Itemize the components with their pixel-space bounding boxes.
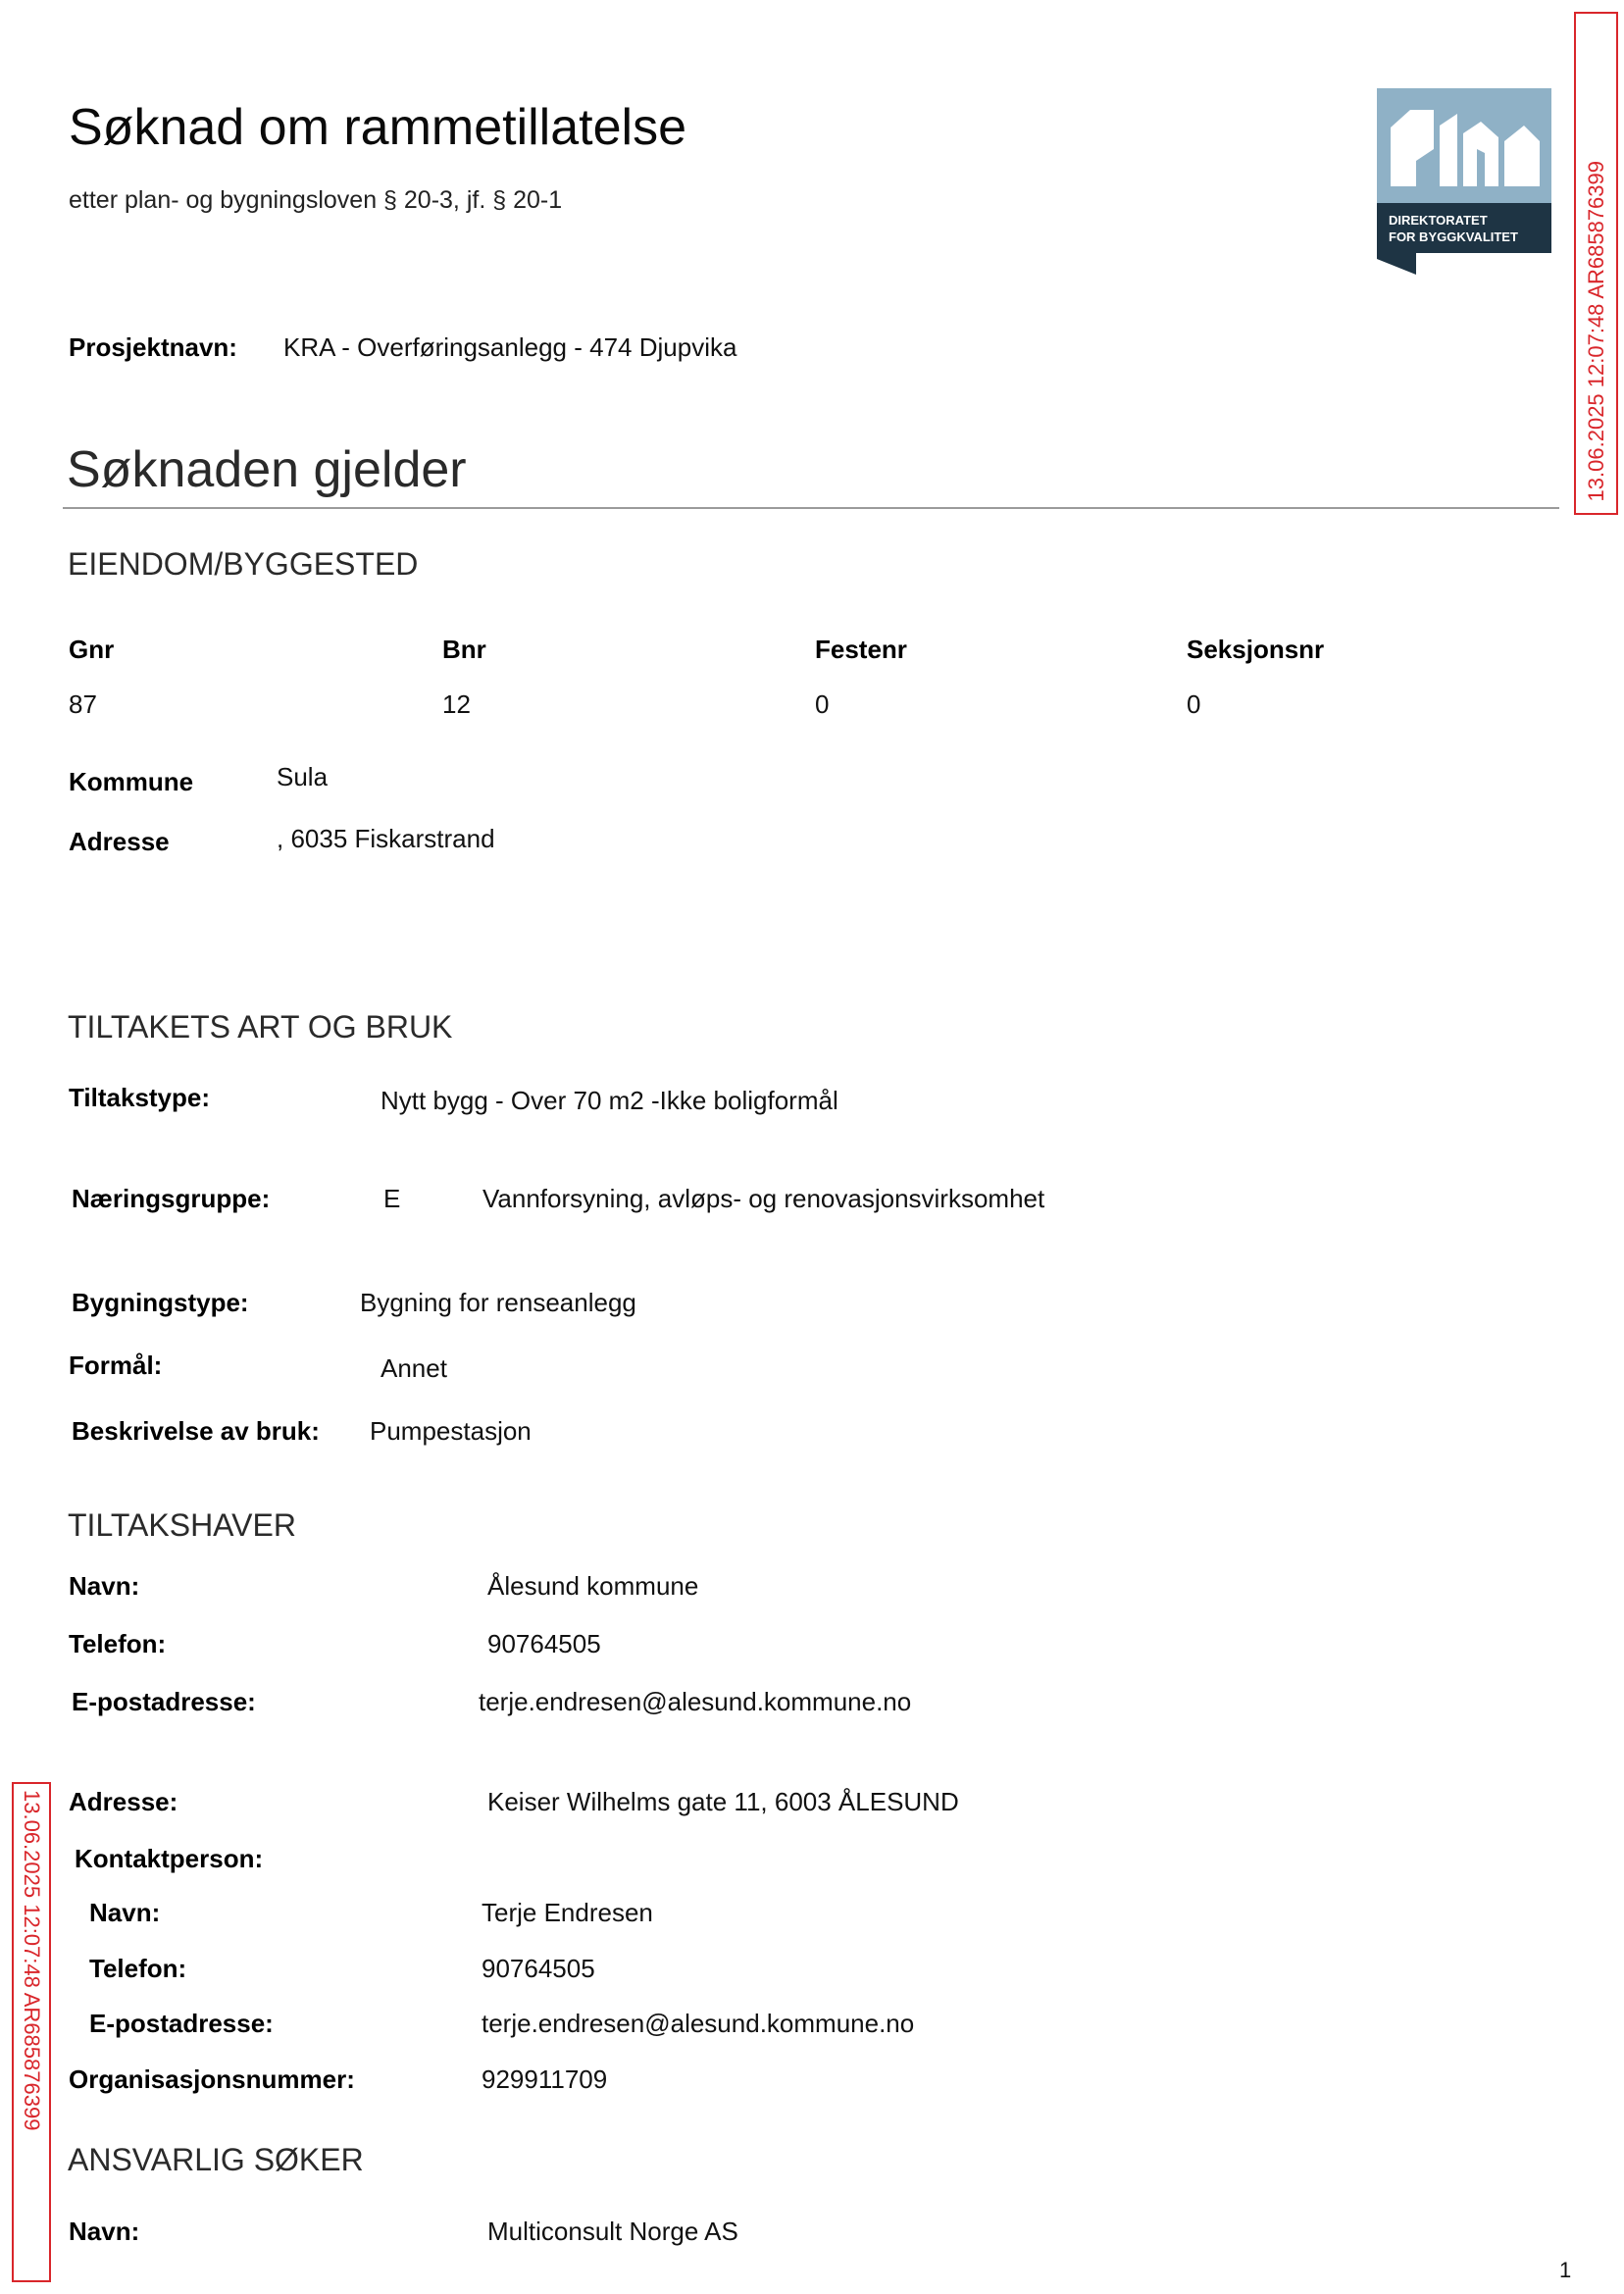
contact-name-value: Terje Endresen — [482, 1898, 653, 1927]
page-number: 1 — [1559, 2258, 1572, 2282]
stamp-text: 13.06.2025 12:07:48 AR685876399 — [20, 1790, 44, 2131]
owner-address-value: Keiser Wilhelms gate 11, 6003 ÅLESUND — [487, 1787, 959, 1816]
festenr-label: Festenr — [815, 635, 907, 664]
bnr-label: Bnr — [442, 635, 486, 664]
contact-email-value: terje.endresen@alesund.kommune.no — [482, 2009, 915, 2038]
property-heading: EIENDOM/BYGGESTED — [68, 546, 419, 582]
seksjonsnr-label: Seksjonsnr — [1187, 635, 1325, 664]
industry-code: E — [383, 1184, 401, 1213]
contact-person-label: Kontaktperson: — [75, 1844, 264, 1873]
applicant-name-value: Multiconsult Norge AS — [487, 2217, 738, 2246]
building-type-label: Bygningstype: — [72, 1288, 249, 1317]
measure-type-value: Nytt bygg - Over 70 m2 -Ikke boligformål — [381, 1086, 838, 1115]
archive-stamp-left — [12, 1782, 51, 2282]
property-address-value: , 6035 Fiskarstrand — [277, 824, 495, 853]
owner-heading: TILTAKSHAVER — [68, 1507, 296, 1543]
gnr-value: 87 — [69, 689, 97, 719]
project-value: KRA - Overføringsanlegg - 474 Djupvika — [283, 332, 737, 362]
seksjonsnr-value: 0 — [1187, 689, 1201, 719]
municipality-value: Sula — [277, 762, 329, 791]
contact-email-label: E-postadresse: — [89, 2009, 274, 2038]
use-value: Pumpestasjon — [370, 1416, 532, 1446]
industry-value: Vannforsyning, avløps- og renovasjonsvirksomhet — [482, 1184, 1045, 1213]
org-number-value: 929911709 — [482, 2065, 608, 2094]
org-number-label: Organisasjonsnummer: — [69, 2065, 355, 2094]
owner-name-label: Navn: — [69, 1571, 140, 1601]
use-label: Beskrivelse av bruk: — [72, 1416, 320, 1446]
owner-email-value: terje.endresen@alesund.kommune.no — [479, 1687, 912, 1716]
contact-name-label: Navn: — [89, 1898, 161, 1927]
industry-label: Næringsgruppe: — [72, 1184, 271, 1213]
owner-name-value: Ålesund kommune — [487, 1571, 699, 1601]
building-type-value: Bygning for renseanlegg — [360, 1288, 636, 1317]
property-address-label: Adresse — [69, 827, 170, 856]
measure-heading: TILTAKETS ART OG BRUK — [68, 1009, 453, 1045]
logo-dark-band — [1377, 203, 1551, 253]
stamp-text: 13.06.2025 12:07:48 AR685876399 — [1584, 160, 1608, 501]
section-divider — [63, 507, 1559, 509]
measure-type-label: Tiltakstype: — [69, 1083, 211, 1112]
purpose-label: Formål: — [69, 1351, 163, 1380]
document-title: Søknad om rammetillatelse — [69, 99, 686, 156]
contact-phone-label: Telefon: — [89, 1954, 187, 1983]
owner-address-label: Adresse: — [69, 1787, 178, 1816]
document-subtitle: etter plan- og bygningsloven § 20-3, jf. § 20-1 — [69, 186, 563, 214]
owner-phone-label: Telefon: — [69, 1629, 167, 1658]
contact-phone-value: 90764505 — [482, 1954, 595, 1983]
logo-pennant — [1377, 253, 1416, 275]
archive-stamp-right — [1574, 12, 1618, 515]
gnr-label: Gnr — [69, 635, 115, 664]
project-label: Prosjektnavn: — [69, 332, 237, 362]
logo-text-line2: FOR BYGGKVALITET — [1389, 229, 1518, 244]
festenr-value: 0 — [815, 689, 830, 719]
applicant-name-label: Navn: — [69, 2217, 140, 2246]
owner-phone-value: 90764505 — [487, 1629, 601, 1658]
dibk-logo — [1377, 88, 1551, 275]
purpose-value: Annet — [381, 1353, 447, 1383]
owner-email-label: E-postadresse: — [72, 1687, 256, 1716]
municipality-label: Kommune — [69, 767, 194, 796]
applicant-heading: ANSVARLIG SØKER — [68, 2142, 364, 2177]
logo-text-line1: DIREKTORATET — [1389, 213, 1488, 228]
bnr-value: 12 — [442, 689, 471, 719]
section-title: Søknaden gjelder — [67, 441, 467, 498]
